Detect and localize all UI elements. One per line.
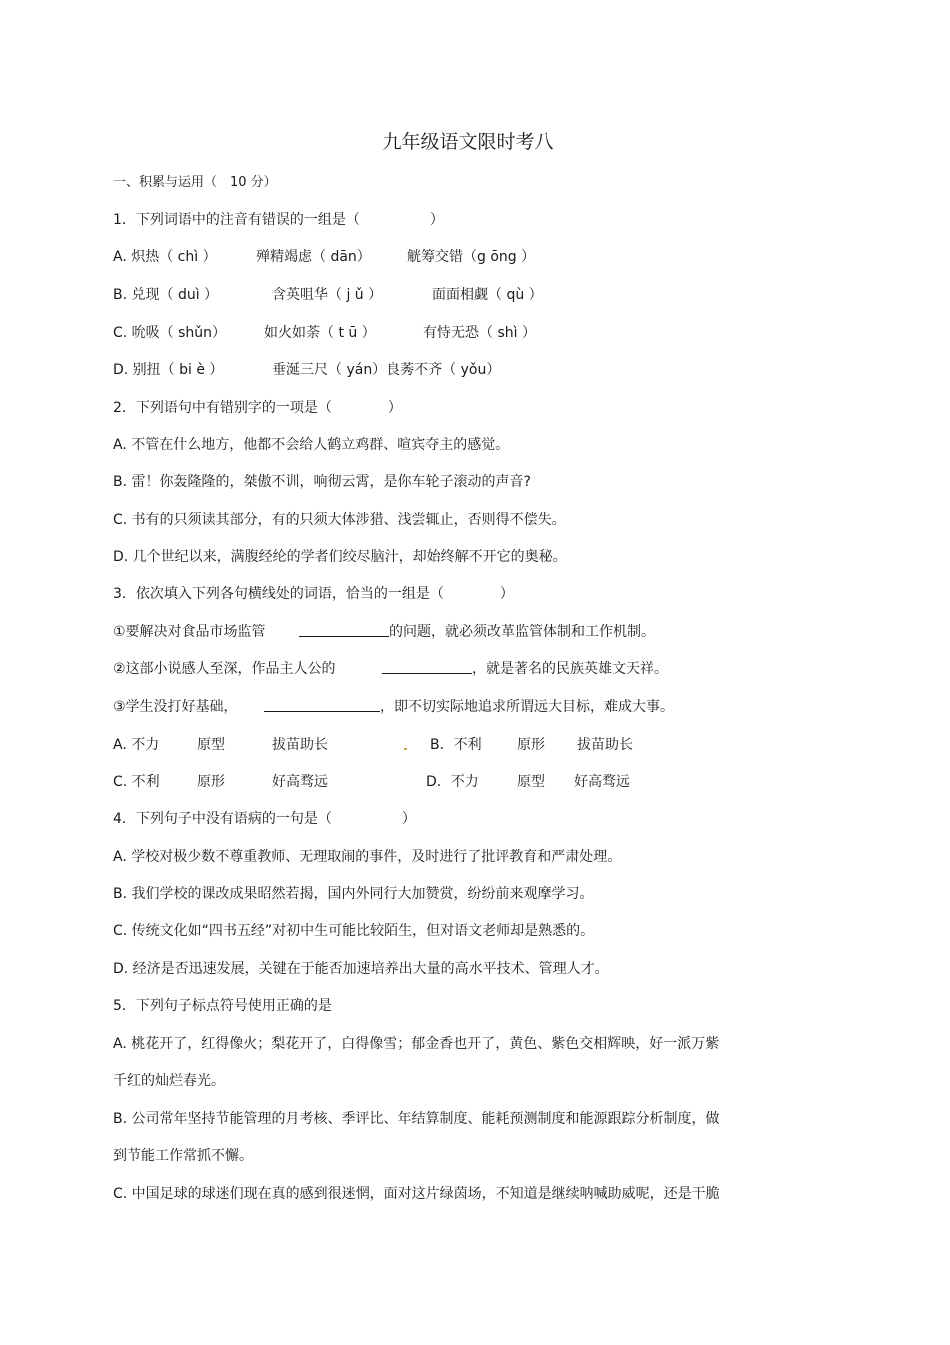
question-4-stem: 4．下列句子中没有语病的一句是（ ） (113, 811, 416, 827)
option-c-word-2: 原形 (197, 774, 225, 790)
sentence-2-start: ②这部小说感人至深，作品主人公的 (113, 661, 336, 677)
question-4-option-a: A. 学校对极少数不尊重教师、无理取闹的事件，及时进行了批评教育和严肃处理。 (113, 849, 622, 865)
option-a-word-2: 原型 (197, 737, 225, 753)
option-a-word-3: 拔苗助长 (272, 737, 328, 753)
question-5-option-b-line-2: 到节能工作常抓不懈。 (113, 1148, 253, 1164)
question-4-option-c: C. 传统文化如“四书五经”对初中生可能比较陌生，但对语文老师却是熟悉的。 (113, 923, 595, 939)
option-d-item-2: 垂涎三尺（ yán）良莠不齐（ yǒu） (272, 362, 501, 378)
question-2-option-d: D. 几个世纪以来，满腹经纶的学者们绞尽脑汁，却始终解不开它的奥秘。 (113, 549, 567, 565)
question-2-option-a: A. 不管在什么地方，他都不会给人鹤立鸡群、喧宾夺主的感觉。 (113, 437, 510, 453)
option-a-item-2: 殚精竭虑（ dān） (256, 249, 371, 265)
question-1-stem: 1．下列词语中的注音有错误的一组是（ ） (113, 212, 444, 228)
option-d-word-2: 原型 (517, 774, 545, 790)
option-b-word-1: B．不利 (430, 737, 482, 753)
option-c-item-3: 有恃无恐（ shì ） (423, 325, 536, 341)
option-c-item-2: 如火如荼（ t ū ） (264, 325, 376, 341)
sentence-1-start: ①要解决对食品市场监管 (113, 624, 266, 640)
question-3-stem: 3．依次填入下列各句横线处的词语，恰当的一组是（ ） (113, 586, 514, 602)
fill-blank-2 (382, 659, 472, 674)
option-b-word-3: 拔苗助长 (577, 737, 633, 753)
option-c-word-3: 好高骛远 (272, 774, 328, 790)
section-heading: 一、积累与运用（ 10 分） (113, 175, 277, 190)
stray-mark (404, 748, 407, 750)
question-2-option-b: B. 雷！你轰隆隆的，桀傲不训，响彻云霄，是你车轮子滚动的声音? (113, 474, 531, 490)
option-b-item-1: B. 兑现（ duì ） (113, 287, 219, 303)
question-2-option-c: C. 书有的只须读其部分，有的只须大体涉猎、浅尝辄止，否则得不偿失。 (113, 512, 566, 528)
option-d-word-1: D．不力 (426, 774, 479, 790)
option-c-word-1: C. 不利 (113, 774, 160, 790)
question-5-option-a-line-1: A. 桃花开了，红得像火；梨花开了，白得像雪；郁金香也开了，黄色、紫色交相辉映，好一派万紫 (113, 1036, 720, 1052)
fill-blank-3 (264, 697, 380, 712)
sentence-1-end: 的问题，就必须改革监管体制和工作机制。 (389, 624, 655, 640)
sentence-3-start: ③学生没打好基础， (113, 699, 238, 715)
option-a-item-3: 觥筹交错（g ōng ） (407, 249, 536, 265)
question-5-option-c-line-1: C. 中国足球的球迷们现在真的感到很迷惘，面对这片绿茵场，不知道是继续呐喊助威呢，还是干脆 (113, 1186, 720, 1202)
option-b-item-3: 面面相觑（ qù ） (432, 287, 543, 303)
option-a-item-1: A. 炽热（ chì ） (113, 249, 217, 265)
question-2-stem: 2．下列语句中有错别字的一项是（ ） (113, 400, 402, 416)
option-c-item-1: C. 吮吸（ shǔn） (113, 325, 227, 341)
question-4-option-d: D. 经济是否迅速发展，关键在于能否加速培养出大量的高水平技术、管理人才。 (113, 961, 609, 977)
fill-blank-1 (299, 622, 389, 637)
sentence-3-end: ，即不切实际地追求所谓远大目标，难成大事。 (380, 699, 674, 715)
sentence-2-end: ，就是著名的民族英雄文天祥。 (472, 661, 668, 677)
option-d-item-1: D. 别扭（ bi è ） (113, 362, 224, 378)
option-b-word-2: 原形 (517, 737, 545, 753)
question-5-option-b-line-1: B. 公司常年坚持节能管理的月考核、季评比、年结算制度、能耗预测制度和能源跟踪分析制度，做 (113, 1111, 720, 1127)
page-title: 九年级语文限时考八 (382, 131, 554, 153)
option-a-word-1: A. 不力 (113, 737, 160, 753)
question-5-stem: 5．下列句子标点符号使用正确的是 (113, 998, 332, 1014)
question-5-option-a-line-2: 千红的灿烂春光。 (113, 1073, 225, 1089)
option-b-item-2: 含英咀华（ j ǔ ） (272, 287, 383, 303)
option-d-word-3: 好高骛远 (574, 774, 630, 790)
question-4-option-b: B. 我们学校的课改成果昭然若揭，国内外同行大加赞赏，纷纷前来观摩学习。 (113, 886, 594, 902)
